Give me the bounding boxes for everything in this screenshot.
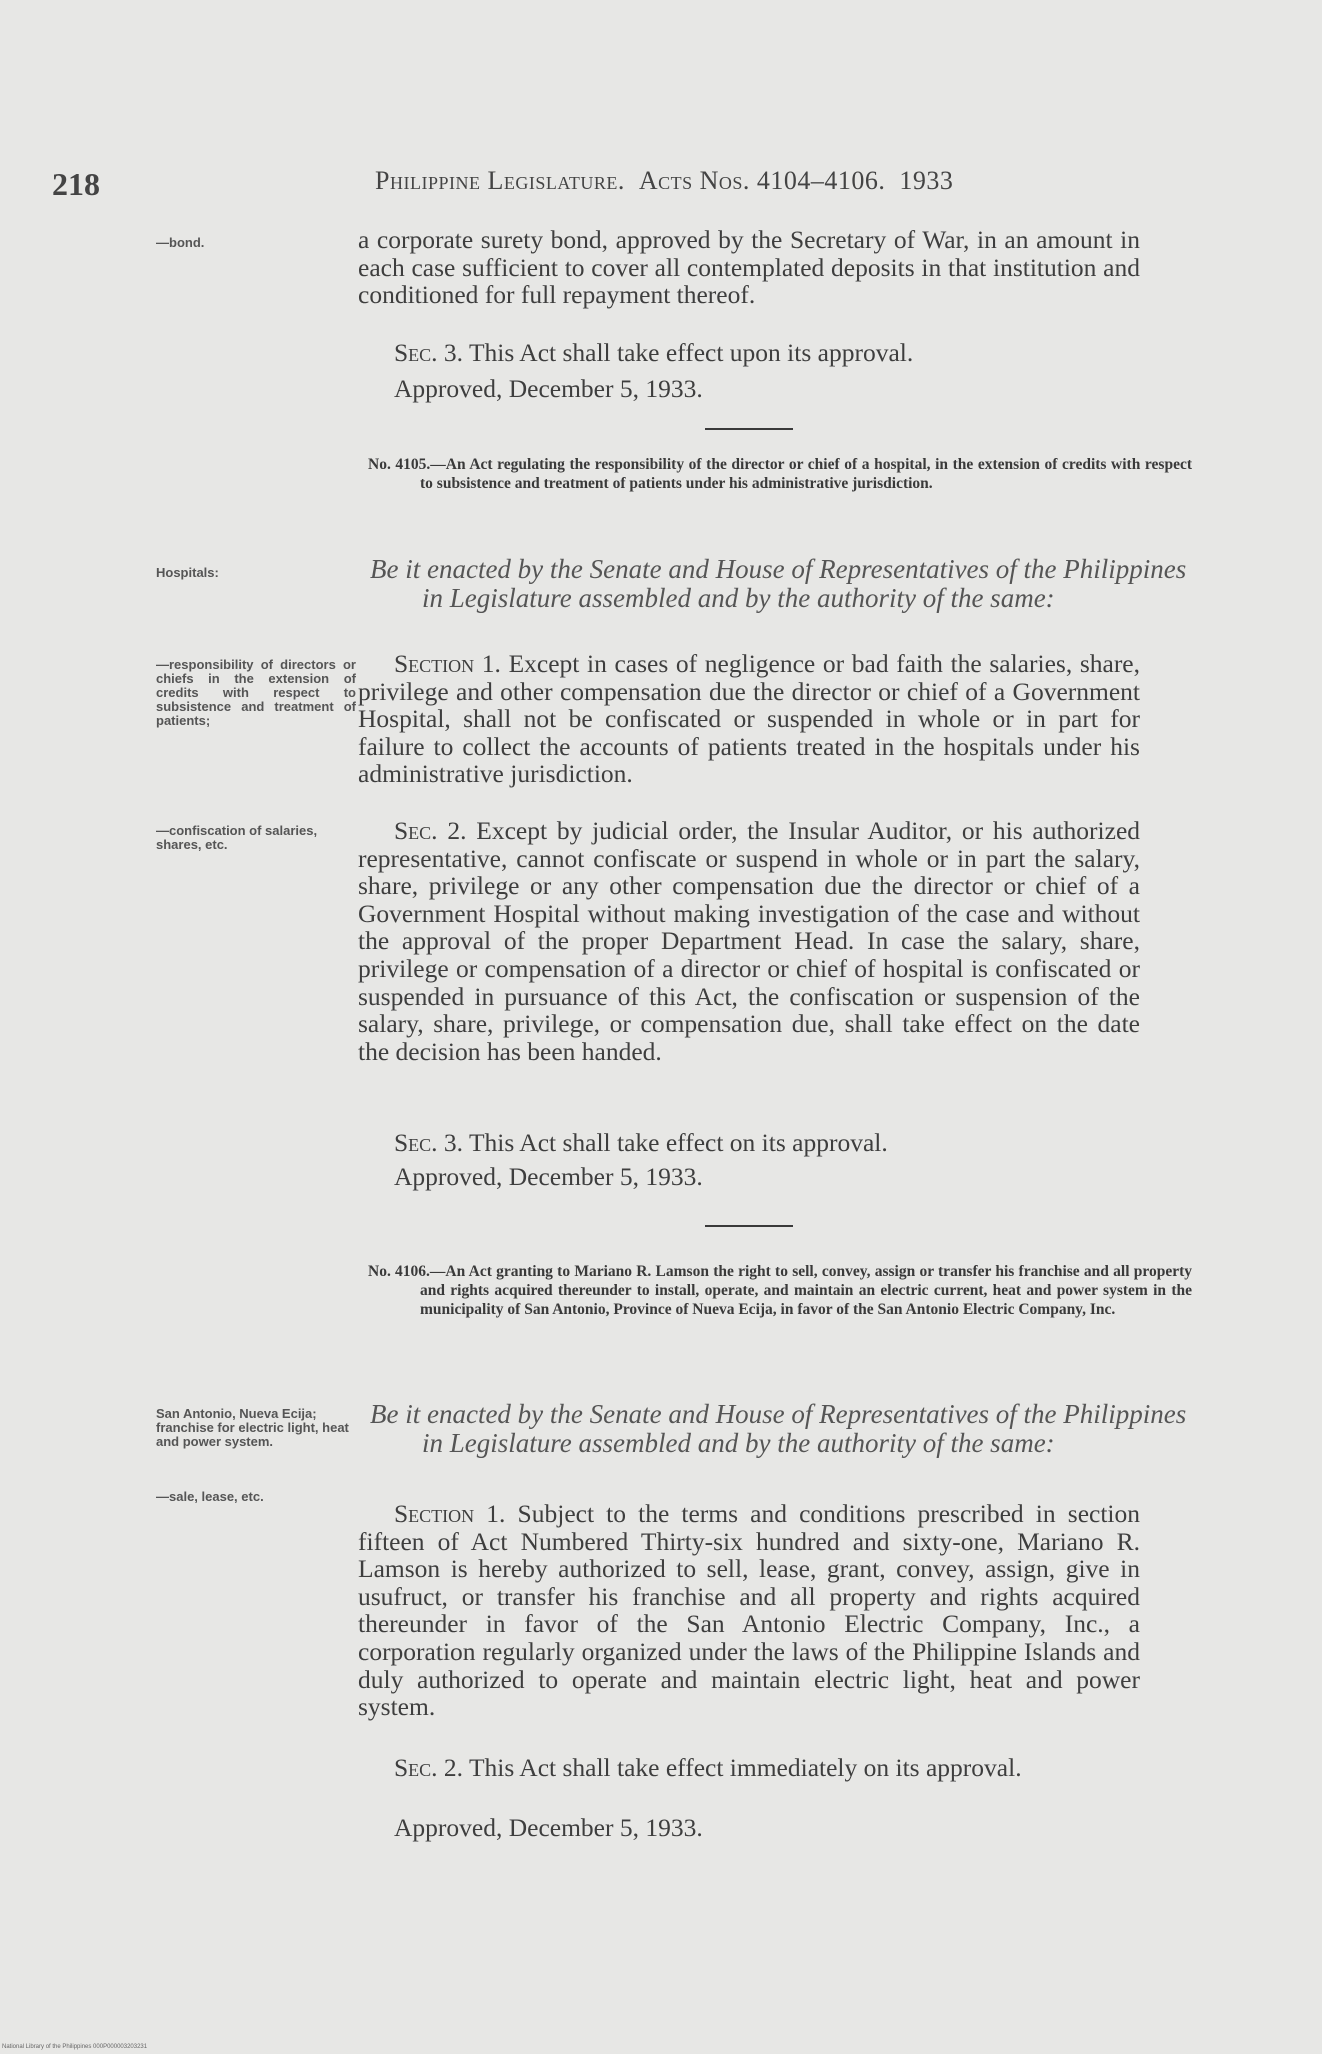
margin-note-confiscation: —confiscation of salaries, shares, etc. xyxy=(156,823,318,852)
act-4106-sec1-label: Section 1. xyxy=(394,1499,506,1528)
running-head-title: Philippine Legislature. xyxy=(375,166,625,195)
page-number: 218 xyxy=(52,166,100,202)
running-head-year: 1933 xyxy=(899,166,954,195)
act-4106-sec1 xyxy=(358,1500,1140,1721)
margin-note-bond: —bond. xyxy=(156,235,205,250)
footer-credit: National Library of the Philippines 000P000003203231 xyxy=(2,2044,148,2050)
act-4105-sec1 xyxy=(358,650,1140,788)
act-4106-sec2-label: Sec. 2. xyxy=(394,1753,464,1782)
act-4105-approved: Approved, December 5, 1933. xyxy=(394,1162,703,1191)
act-4105-sec2-text: Except by judicial order, the Insular Auditor, or his authorized representative, cannot confiscate or suspend in whole or in part the salary, share, privilege or any other compensation due the director or chief of a Government Hospital without making investigation of the case and without the approval of the proper Department Head. In case the salary, share, privilege or compensation of a director or chief of hospital is confiscated or suspended in pursuance of this Act, the confiscation or suspension of the salary, share, privilege, or compensation due, shall take effect on the date the decision has been handed. xyxy=(358,816,1141,1066)
act-4104-approved: Approved, December 5, 1933. xyxy=(394,374,703,403)
margin-note-sale: —sale, lease, etc. xyxy=(156,1489,264,1504)
act-4105-enacting-clause: Be it enacted by the Senate and House of Representatives of the Philippines in Legislature assembled and by the authority of the same: xyxy=(370,554,1187,613)
act-4104-sec3-label: Sec. 3. xyxy=(394,338,464,367)
act-4106-sec2 xyxy=(358,1754,1140,1782)
act-4106-sec2-text: This Act shall take effect immediately on its approval. xyxy=(468,1753,1022,1782)
act-4106-approved: Approved, December 5, 1933. xyxy=(394,1813,703,1842)
act-4105-sec3-text: This Act shall take effect on its approval. xyxy=(468,1128,888,1157)
margin-note-hospitals: Hospitals: xyxy=(156,565,219,580)
act-4105-sec3-label: Sec. 3. xyxy=(394,1128,464,1157)
act-4104-sec3 xyxy=(358,339,1140,367)
act-4105-sec3 xyxy=(358,1129,1140,1157)
act-4104-sec3-text: This Act shall take effect upon its approval. xyxy=(468,338,914,367)
section-divider xyxy=(705,428,793,430)
act-4105-sec2-label: Sec. 2. xyxy=(394,816,467,845)
running-head xyxy=(375,166,1130,196)
act-4105-title: No. 4105.—An Act regulating the responsibility of the director or chief of a hospital, in the extension of credits with respect to subsistence and treatment of patients under his administrative jurisdiction. xyxy=(368,456,1192,492)
act-4106-title: No. 4106.—An Act granting to Mariano R. Lamson the right to sell, convey, assign or transfer his franchise and all property and rights acquired thereunder to install, operate, and maintain an electric current, heat and power system in the municipality of San Antonio, Province of Nueva Ecija, in favor of the San Antonio Electric Company, Inc. xyxy=(368,1263,1192,1318)
act-4106-enacting-clause: Be it enacted by the Senate and House of Representatives of the Philippines in Legislature assembled and by the authority of the same: xyxy=(370,1399,1187,1458)
margin-note-responsibility: —responsibility of directors or chiefs in the extension of credits with respect to subsistence and treatment of patients; xyxy=(156,657,356,728)
act-4105-sec1-text: Except in cases of negligence or bad faith the salaries, share, privilege and other compensation due the director or chief of a Government Hospital, shall not be confiscated or suspended in whole or in part for failure to collect the accounts of patients treated in the hospitals under his administrative jurisdiction. xyxy=(358,649,1141,789)
margin-note-san-antonio: San Antonio, Nueva Ecija; franchise for electric light, heat and power system. xyxy=(156,1406,349,1449)
act-4105-sec2 xyxy=(358,817,1140,1065)
act-4106-sec1-text: Subject to the terms and conditions prescribed in section fifteen of Act Numbered Thirty-six hundred and sixty-one, Mariano R. Lamson is hereby authorized to sell, lease, grant, convey, assign, give in usufruct, or transfer his franchise and all property and rights acquired thereunder in favor of the San Antonio Electric Company, Inc., a corporation regularly organized under the laws of the Philippine Islands and duly authorized to operate and maintain electric light, heat and power system. xyxy=(358,1499,1140,1722)
section-divider xyxy=(705,1225,793,1227)
act-4104-continuation: a corporate surety bond, approved by the Secretary of War, in an amount in each case sufficient to cover all contemplated deposits in that institution and conditioned for full repayment thereof. xyxy=(358,225,1140,310)
act-4105-sec1-label: Section 1. xyxy=(394,649,501,678)
running-head-acts: Acts Nos. 4104–4106. xyxy=(638,166,886,195)
